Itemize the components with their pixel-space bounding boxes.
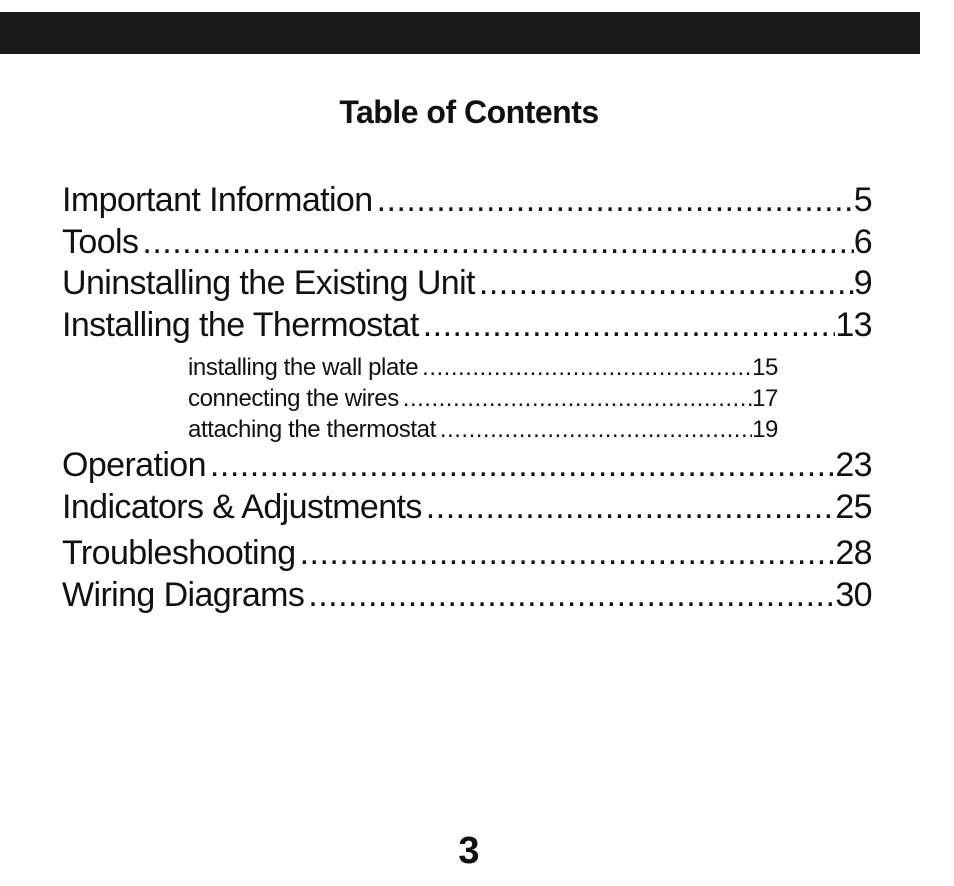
- dot-leader: [475, 263, 854, 305]
- toc-entry-operation[interactable]: [62, 445, 872, 487]
- dot-leader: [304, 575, 835, 617]
- dot-leader: [399, 383, 752, 414]
- dot-leader: [422, 487, 836, 529]
- toc-entry-label: Uninstalling the Existing Unit: [62, 264, 475, 302]
- toc-entry-troubleshooting[interactable]: [62, 533, 872, 575]
- toc-entry-label: Indicators & Adjustments: [62, 487, 422, 526]
- toc-entry-page: 6: [853, 222, 872, 261]
- toc-subentry-page: 15: [752, 354, 778, 381]
- toc-subentry-page: 17: [752, 385, 778, 412]
- dot-leader: [296, 533, 836, 575]
- toc-entry-page: 30: [835, 575, 872, 614]
- toc-entry-label: Wiring Diagrams: [62, 575, 305, 614]
- table-of-contents: [62, 180, 872, 616]
- toc-entry-page: 25: [835, 487, 872, 526]
- toc-entry-page: 9: [853, 264, 872, 302]
- toc-subentry-attaching[interactable]: [188, 414, 778, 445]
- dot-leader: [373, 180, 854, 222]
- toc-entry-label: Operation: [62, 446, 206, 484]
- dot-leader: [436, 414, 752, 445]
- toc-subentry-connecting-wires[interactable]: [188, 383, 778, 414]
- toc-entry-label: Installing the Thermostat: [62, 305, 419, 344]
- toc-subentry-label: connecting the wires: [188, 385, 399, 412]
- dot-leader: [419, 305, 836, 347]
- toc-entry-installing[interactable]: [62, 305, 872, 347]
- toc-entry-wiring-diagrams[interactable]: [62, 575, 872, 617]
- toc-entry-page: 5: [853, 181, 872, 219]
- toc-entry-indicators[interactable]: [62, 487, 872, 529]
- dot-leader: [206, 445, 835, 487]
- toc-entry-label: Troubleshooting: [62, 534, 296, 572]
- toc-entry-label: Tools: [62, 222, 139, 261]
- toc-entry-page: 13: [835, 305, 872, 344]
- toc-subentry-page: 19: [752, 416, 778, 443]
- page-number: 3: [458, 830, 480, 872]
- header-bar: [0, 12, 920, 54]
- dot-leader: [418, 352, 752, 383]
- toc-entry-uninstalling[interactable]: [62, 263, 872, 305]
- toc-entry-label: Important Information: [62, 181, 373, 219]
- toc-entry-tools[interactable]: [62, 222, 872, 264]
- toc-entry-page: 23: [835, 446, 872, 484]
- toc-entry-page: 28: [835, 534, 872, 572]
- toc-subentry-wall-plate[interactable]: [188, 352, 778, 383]
- dot-leader: [138, 222, 853, 264]
- toc-title: Table of Contents: [339, 94, 599, 130]
- toc-subentry-label: installing the wall plate: [188, 354, 419, 381]
- toc-entry-important-information[interactable]: [62, 180, 872, 222]
- toc-subentry-label: attaching the thermostat: [188, 416, 436, 443]
